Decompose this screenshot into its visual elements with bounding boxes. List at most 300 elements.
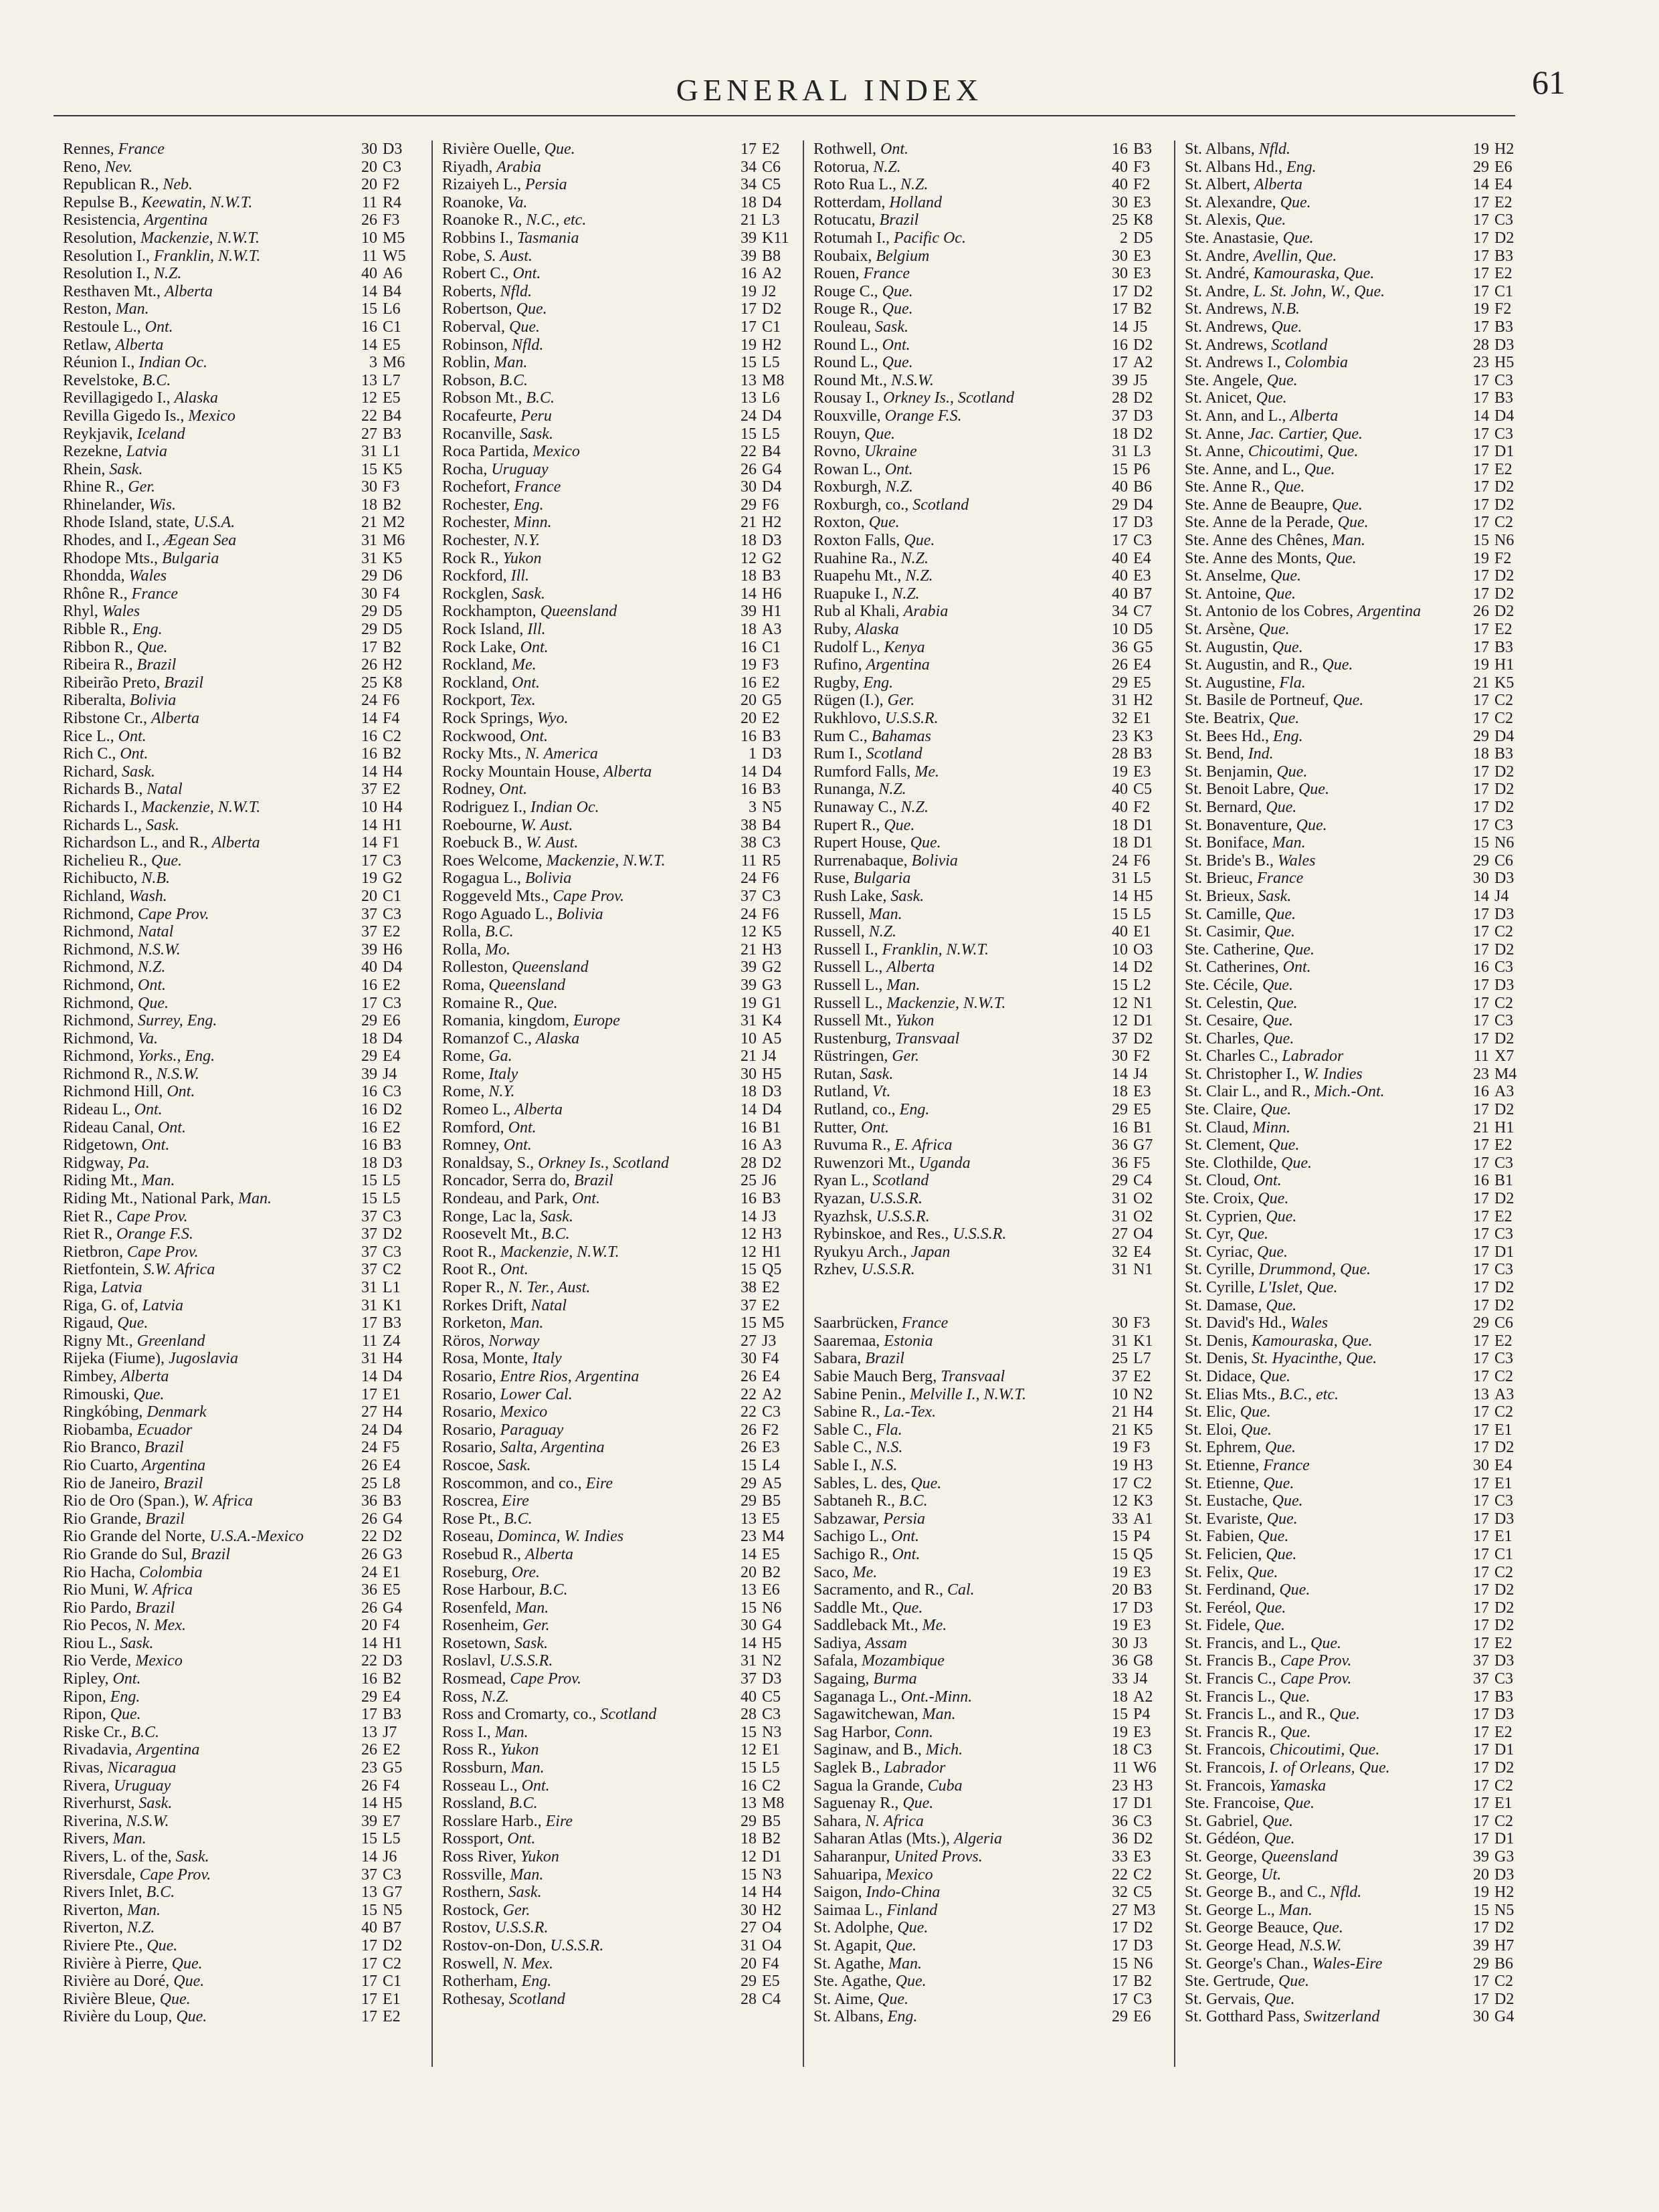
index-column-3 [803, 140, 1179, 2067]
entry-map-page: 31 [1112, 1261, 1128, 1279]
entry-name: St. Fidele, Que. [1185, 1617, 1285, 1635]
entry-map-page: 24 [361, 692, 377, 710]
index-entry [433, 1902, 807, 1920]
entry-grid-ref: G8 [1133, 1652, 1153, 1670]
entry-name: St. Cyr, Que. [1185, 1225, 1269, 1243]
entry-grid-ref: L5 [762, 1759, 780, 1777]
entry-grid-ref: D2 [1494, 1759, 1515, 1777]
index-entry [1175, 1368, 1540, 1386]
index-entry [804, 710, 1179, 728]
entry-region: Que. [1272, 1492, 1303, 1510]
entry-place: Romeo L. [442, 1101, 506, 1119]
entry-grid-ref: B2 [762, 1830, 781, 1848]
entry-map-page: 26 [361, 1545, 377, 1563]
entry-grid-ref: H1 [762, 603, 782, 621]
entry-region: S. Aust. [484, 247, 532, 265]
entry-region: Wales [102, 603, 140, 621]
entry-name: St. Bride's B., Wales [1185, 851, 1316, 870]
entry-grid-ref: B3 [762, 1190, 781, 1208]
entry-place: Ryazhsk [813, 1207, 868, 1225]
entry-map-page: 40 [1112, 798, 1128, 816]
entry-grid-ref: M6 [383, 354, 405, 372]
entry-grid-ref: D5 [1133, 229, 1153, 247]
index-entry [804, 496, 1179, 514]
entry-place: Round L. [813, 336, 874, 354]
entry-name: Rio Grande, Brazil [63, 1510, 185, 1528]
index-entry [54, 1777, 428, 1795]
entry-region: Que. [1264, 923, 1296, 941]
entry-place: Rorketon [442, 1314, 502, 1332]
entry-place: St. George's Chan. [1185, 1954, 1304, 1973]
entry-place: Rock Springs [442, 710, 530, 727]
entry-map-page: 17 [1473, 1741, 1489, 1759]
entry-map-page: 15 [1473, 532, 1489, 550]
index-entry [1175, 781, 1540, 799]
entry-name: Roxton Falls, Que. [813, 532, 935, 550]
entry-map-page: 17 [1473, 798, 1489, 816]
entry-place: St. David's Hd. [1185, 1314, 1282, 1332]
entry-map-page: 17 [1112, 532, 1128, 550]
entry-grid-ref: F2 [1494, 300, 1512, 318]
entry-name: St. Cyriac, Que. [1185, 1243, 1288, 1261]
entry-place: Sabara [813, 1350, 858, 1368]
entry-region: Natal [530, 1296, 567, 1314]
entry-map-page: 31 [741, 1652, 757, 1670]
entry-place: Rush Lake [813, 887, 883, 905]
entry-region: Franklin, N.W.T. [882, 940, 989, 959]
entry-place: St. Charles C. [1185, 1047, 1274, 1066]
index-entry [804, 550, 1179, 568]
entry-map-page: 17 [1473, 1136, 1489, 1154]
index-entry [433, 1635, 807, 1653]
entry-name: Rochester, Eng. [442, 496, 544, 514]
entry-place: Ruwenzori Mt. [813, 1154, 911, 1172]
entry-map-page: 37 [361, 1243, 377, 1261]
entry-grid-ref: E4 [383, 1688, 401, 1706]
entry-name: Russell L., Alberta [813, 959, 935, 977]
entry-grid-ref: E4 [383, 1456, 401, 1474]
entry-grid-ref: K5 [762, 923, 782, 941]
entry-region: Cape Prov. [510, 1670, 581, 1688]
entry-map-page: 39 [741, 229, 757, 247]
entry-place: Rhein [63, 460, 102, 478]
index-entry [804, 923, 1179, 941]
entry-place: Rub al Khali [813, 603, 896, 621]
entry-grid-ref: L5 [383, 1830, 401, 1848]
entry-name: Riga, Latvia [63, 1279, 142, 1296]
entry-name: Round Mt., N.S.W. [813, 371, 934, 389]
entry-place: Roberts [442, 282, 492, 300]
entry-name: Rideau Canal, Ont. [63, 1118, 186, 1136]
index-entry [54, 265, 428, 283]
index-column-4 [1174, 140, 1540, 2067]
entry-place: Rosenfeld [442, 1599, 508, 1617]
entry-region: Que. [1283, 940, 1314, 959]
entry-grid-ref: O4 [762, 1919, 782, 1937]
entry-place: Roscommon, and co. [442, 1474, 578, 1492]
entry-place: St. Elic [1185, 1403, 1232, 1421]
index-entry [433, 1154, 807, 1173]
entry-name: St. Etienne, France [1185, 1456, 1310, 1474]
entry-grid-ref: D5 [383, 621, 403, 639]
entry-name: Riverhurst, Sask. [63, 1795, 173, 1813]
entry-name: Réunion I., Indian Oc. [63, 354, 207, 372]
index-entry [1175, 300, 1540, 318]
entry-region: Brazil [164, 674, 203, 692]
index-entry [1175, 478, 1540, 496]
entry-name: Richmond, Va. [63, 1029, 158, 1047]
entry-map-page: 18 [361, 1029, 377, 1047]
entry-grid-ref: W6 [1133, 1759, 1157, 1777]
entry-map-page: 40 [1112, 176, 1128, 194]
entry-name: St. Albans Hd., Eng. [1185, 158, 1316, 176]
entry-grid-ref: C3 [383, 1083, 402, 1101]
entry-region: Eng. [899, 1101, 930, 1119]
entry-name: St. Ferdinand, Que. [1185, 1581, 1310, 1599]
entry-grid-ref: E5 [1133, 674, 1151, 692]
entry-map-page: 17 [1473, 1599, 1489, 1617]
entry-name: Roncador, Serra do, Brazil [442, 1172, 613, 1190]
entry-place: Rigny Mt. [63, 1332, 129, 1350]
index-entry [433, 1475, 807, 1493]
index-entry [433, 496, 807, 514]
entry-region: Uruguay [491, 460, 549, 478]
entry-name: Root R., Mackenzie, N.W.T. [442, 1243, 619, 1261]
entry-name: Rupert R., Que. [813, 816, 915, 834]
entry-region: Ont. [511, 674, 540, 692]
entry-region: Ont. [120, 745, 149, 763]
entry-grid-ref: J6 [762, 1172, 777, 1190]
entry-map-page: 17 [1473, 193, 1489, 211]
entry-region: Que. [1262, 1812, 1293, 1830]
entry-map-page: 13 [741, 1510, 757, 1528]
entry-place: Rose Harbour [442, 1581, 532, 1599]
entry-place: Rutan [813, 1065, 852, 1083]
entry-map-page: 20 [361, 887, 377, 905]
entry-name: Rosario, Salta, Argentina [442, 1439, 605, 1457]
index-entry [433, 923, 807, 941]
entry-region: N.S.W. [891, 371, 934, 389]
entry-name: Riet R., Cape Prov. [63, 1207, 188, 1225]
entry-grid-ref: D2 [1494, 496, 1515, 514]
entry-region: Ont. [503, 1136, 532, 1154]
entry-region: U.S.S.R. [499, 1652, 553, 1670]
entry-name: Rose Harbour, B.C. [442, 1581, 568, 1599]
entry-place: Rhône R. [63, 585, 124, 603]
index-entry [54, 674, 428, 692]
entry-map-page: 16 [361, 1083, 377, 1101]
entry-name: Rigny Mt., Greenland [63, 1332, 205, 1350]
index-entry [54, 1546, 428, 1564]
entry-name: Rudolf L., Kenya [813, 638, 925, 656]
entry-name: St. Charles C., Labrador [1185, 1047, 1344, 1066]
entry-name: Sabine R., La.-Tex. [813, 1403, 937, 1421]
index-entry [804, 140, 1179, 159]
index-entry [1175, 888, 1540, 906]
entry-region: Bolivia [557, 905, 603, 923]
entry-name: Ste. Beatrix, Que. [1185, 710, 1300, 727]
entry-region: Mich.-Ont. [1314, 1083, 1385, 1101]
index-entry [1175, 1492, 1540, 1510]
entry-map-page: 37 [361, 1225, 377, 1243]
entry-place: St. Francois [1185, 1777, 1262, 1795]
entry-grid-ref: A2 [762, 1385, 782, 1403]
entry-place: Rostov [442, 1919, 487, 1937]
entry-grid-ref: D2 [1494, 229, 1515, 247]
entry-place: Richmond Hill [63, 1083, 159, 1101]
index-entry [1175, 1030, 1540, 1048]
entry-place: Roberval [442, 318, 501, 336]
entry-grid-ref: O3 [1133, 940, 1153, 959]
index-entry [54, 194, 428, 212]
entry-region: Orkney Is., Scotland [538, 1154, 670, 1172]
entry-map-page: 32 [1112, 710, 1128, 727]
entry-region: Ont. [157, 1118, 186, 1136]
entry-grid-ref: D2 [1494, 1190, 1515, 1208]
entry-map-page: 17 [1473, 1101, 1489, 1119]
entry-region: Alberta [151, 710, 200, 727]
entry-map-page: 31 [1112, 692, 1128, 710]
entry-region: Que. [117, 1314, 149, 1332]
index-entry [804, 407, 1179, 425]
entry-map-page: 18 [1112, 1741, 1128, 1759]
entry-map-page: 30 [1473, 2008, 1489, 2026]
entry-grid-ref: F3 [383, 211, 400, 229]
entry-place: Rio de Janeiro [63, 1474, 156, 1492]
entry-grid-ref: E2 [383, 923, 401, 941]
entry-map-page: 17 [1473, 1919, 1489, 1937]
entry-grid-ref: C5 [762, 176, 781, 194]
entry-grid-ref: H4 [383, 1350, 403, 1368]
index-entry [804, 995, 1179, 1013]
index-entry [1175, 1795, 1540, 1813]
entry-place: Rhodes, and I. [63, 532, 156, 550]
entry-name: Resistencia, Argentina [63, 211, 208, 229]
entry-map-page: 17 [1473, 247, 1489, 265]
index-entry [1175, 1813, 1540, 1831]
entry-name: St. Albert, Alberta [1185, 176, 1303, 194]
index-entry [54, 1866, 428, 1884]
entry-name: Rosthern, Sask. [442, 1884, 542, 1902]
entry-map-page: 14 [1112, 1065, 1128, 1083]
entry-region: Ger. [522, 1617, 550, 1635]
entry-grid-ref: L5 [1133, 870, 1151, 888]
entry-grid-ref: G4 [762, 460, 782, 478]
entry-region: Ont. [1282, 959, 1311, 977]
entry-region: Que. [1304, 460, 1335, 478]
entry-grid-ref: D2 [1494, 478, 1515, 496]
entry-name: Rivers Inlet, B.C. [63, 1884, 175, 1902]
entry-map-page: 17 [1473, 1795, 1489, 1813]
entry-name: St. George, Ut. [1185, 1866, 1282, 1884]
entry-region: Ind. [1248, 745, 1274, 763]
entry-grid-ref: H2 [1133, 692, 1153, 710]
index-entry [804, 1937, 1179, 1955]
index-entry [433, 1919, 807, 1937]
entry-place: Sahara [813, 1812, 858, 1830]
entry-map-page: 17 [1473, 994, 1489, 1012]
entry-name: Ribeira R., Brazil [63, 656, 177, 674]
entry-grid-ref: D3 [762, 532, 782, 550]
entry-map-page: 19 [1473, 140, 1489, 158]
entry-region: Que. [1298, 781, 1329, 799]
entry-place: Rio Grande del Norte [63, 1528, 202, 1546]
index-entry [433, 318, 807, 336]
index-entry [433, 1830, 807, 1848]
index-entry [804, 888, 1179, 906]
entry-region: Que. [151, 851, 182, 870]
entry-grid-ref: E2 [762, 710, 780, 727]
entry-grid-ref: O4 [1133, 1225, 1153, 1243]
entry-region: Que. [1296, 816, 1327, 834]
index-entry [804, 1066, 1179, 1084]
entry-grid-ref: C3 [1494, 211, 1514, 229]
entry-map-page: 30 [741, 1065, 757, 1083]
entry-grid-ref: C3 [1494, 959, 1514, 977]
entry-grid-ref: C4 [762, 1990, 781, 2008]
entry-grid-ref: M8 [762, 371, 785, 389]
entry-name: Rockwood, Ont. [442, 727, 548, 745]
entry-place: St. George Beauce [1185, 1919, 1304, 1937]
index-entry [54, 1919, 428, 1937]
entry-place: Roseau [442, 1528, 490, 1546]
index-entry [1175, 728, 1540, 746]
entry-name: St. Etienne, Que. [1185, 1474, 1294, 1492]
entry-region: Que. [526, 994, 558, 1012]
entry-place: Rimbey [63, 1367, 113, 1385]
entry-grid-ref: D3 [383, 1652, 403, 1670]
entry-grid-ref: C2 [1133, 1474, 1153, 1492]
index-entry [54, 514, 428, 532]
entry-region: Vt. [872, 1083, 891, 1101]
entry-grid-ref: O4 [762, 1936, 782, 1954]
entry-grid-ref: E3 [1133, 1083, 1151, 1101]
entry-grid-ref: B1 [1494, 1172, 1514, 1190]
entry-map-page: 12 [1112, 994, 1128, 1012]
entry-region: Que. [1331, 496, 1363, 514]
entry-map-page: 13 [1473, 1385, 1489, 1403]
entry-grid-ref: L4 [762, 1456, 780, 1474]
entry-name: St. Feréol, Que. [1185, 1599, 1286, 1617]
entry-place: Sable C. [813, 1421, 868, 1439]
entry-place: Rurrenabaque [813, 851, 904, 870]
entry-name: St. Antonio de los Cobres, Argentina [1185, 603, 1422, 621]
entry-grid-ref: L5 [383, 1172, 401, 1190]
entry-place: Rüstringen [813, 1047, 884, 1066]
index-entry [54, 888, 428, 906]
entry-name: St. Arsène, Que. [1185, 621, 1290, 639]
entry-map-page: 15 [1112, 1545, 1128, 1563]
entry-grid-ref: F6 [762, 870, 779, 888]
entry-place: St. Augustine [1185, 674, 1272, 692]
entry-grid-ref: E6 [762, 1581, 780, 1599]
entry-region: Bolivia [911, 851, 958, 870]
entry-grid-ref: O2 [1133, 1207, 1153, 1225]
entry-map-page: 16 [361, 1118, 377, 1136]
entry-map-page: 31 [361, 1350, 377, 1368]
entry-map-page: 21 [361, 514, 377, 532]
index-entry [54, 995, 428, 1013]
entry-place: Revilla Gigedo Is. [63, 407, 181, 425]
entry-name: Ste. Anne de la Perade, Que. [1185, 514, 1369, 532]
entry-grid-ref: H2 [1494, 140, 1515, 158]
entry-place: Robbins I. [442, 229, 510, 247]
entry-name: Rio Grande do Sul, Brazil [63, 1545, 231, 1563]
entry-region: Switzerland [1304, 2008, 1380, 2026]
entry-place: Rio Verde [63, 1652, 128, 1670]
entry-grid-ref: B3 [1494, 318, 1514, 336]
index-entry [54, 1136, 428, 1154]
entry-region: Nfld. [512, 336, 544, 354]
entry-region: B.C. [504, 1510, 532, 1528]
entry-region: Ont. [112, 1670, 141, 1688]
entry-map-page: 37 [1112, 1029, 1128, 1047]
entry-name: Rose Pt., B.C. [442, 1510, 532, 1528]
entry-grid-ref: C5 [762, 1688, 781, 1706]
index-entry [1175, 692, 1540, 710]
entry-map-page: 29 [741, 1812, 757, 1830]
entry-grid-ref: F4 [762, 1954, 779, 1973]
entry-map-page: 17 [1473, 318, 1489, 336]
entry-name: Ross River, Yukon [442, 1848, 559, 1866]
entry-grid-ref: F2 [762, 1421, 779, 1439]
entry-grid-ref: E2 [383, 1118, 401, 1136]
entry-grid-ref: C3 [383, 1243, 402, 1261]
entry-place: Ribeirão Preto [63, 674, 157, 692]
entry-name: Russell Mt., Yukon [813, 1012, 935, 1030]
index-entry [54, 603, 428, 621]
entry-region: Que. [1310, 1634, 1341, 1652]
entry-name: Rouge C., Que. [813, 282, 913, 300]
entry-name: Rhinelander, Wis. [63, 496, 177, 514]
index-entry [54, 728, 428, 746]
entry-grid-ref: Q5 [762, 1261, 782, 1279]
entry-name: Robinson, Nfld. [442, 336, 544, 354]
entry-place: Revillagigedo I. [63, 389, 167, 407]
index-entry [804, 621, 1179, 639]
entry-map-page: 19 [741, 282, 757, 300]
entry-place: Rivière du Loup [63, 2008, 169, 2026]
entry-grid-ref: H2 [762, 514, 782, 532]
index-entry [1175, 621, 1540, 639]
entry-name: Sabara, Brazil [813, 1350, 904, 1368]
entry-name: Ribstone Cr., Alberta [63, 710, 200, 727]
entry-map-page: 17 [361, 851, 377, 870]
index-entry [804, 1902, 1179, 1920]
entry-map-page: 15 [741, 1723, 757, 1741]
index-entry [54, 1991, 428, 2009]
entry-name: Rouen, France [813, 265, 910, 283]
entry-grid-ref: D2 [383, 1225, 403, 1243]
entry-place: Rustenburg [813, 1029, 888, 1047]
entry-grid-ref: D3 [1133, 514, 1153, 532]
entry-grid-ref: K5 [383, 460, 403, 478]
entry-name: Robertson, Que. [442, 300, 547, 318]
entry-map-page: 25 [741, 1172, 757, 1190]
entry-place: Russell L. [813, 994, 879, 1012]
entry-map-page: 15 [741, 1261, 757, 1279]
entry-place: Rosmead [442, 1670, 502, 1688]
entry-map-page: 37 [1112, 407, 1128, 425]
entry-map-page: 17 [1112, 1973, 1128, 1991]
entry-map-page: 29 [361, 1047, 377, 1066]
entry-place: Roxburgh [813, 478, 878, 496]
index-entry [1175, 603, 1540, 621]
index-entry [433, 1172, 807, 1190]
entry-region: Que. [1266, 1545, 1297, 1563]
entry-grid-ref: C1 [762, 318, 781, 336]
entry-grid-ref: H2 [762, 336, 782, 354]
